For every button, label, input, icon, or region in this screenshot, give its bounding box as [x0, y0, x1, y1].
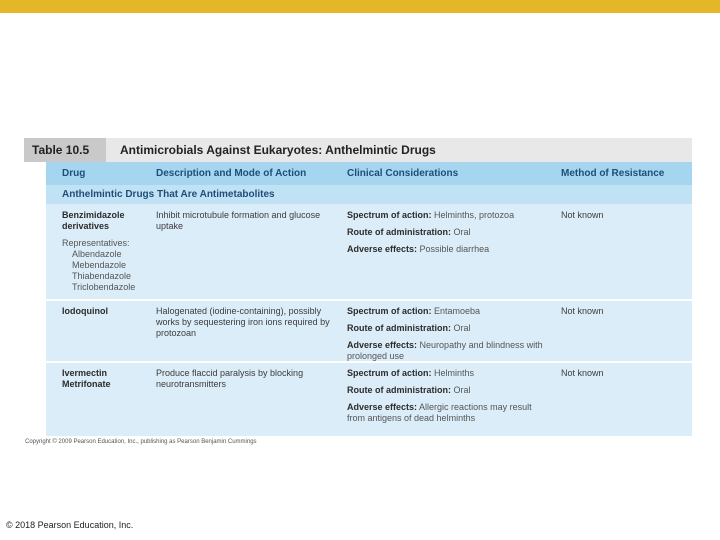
clinical-considerations: Spectrum of action: Entamoeba Route of administration: Oral Adverse effects: Neuropathy and blindness with prolonged use	[347, 306, 543, 361]
representatives-list: Representatives: Albendazole Mebendazole Thiabendazole Triclobendazole	[62, 238, 136, 292]
column-header-drug: Drug	[62, 168, 86, 179]
column-header-clinical: Clinical Considerations	[347, 168, 459, 179]
mode-of-action: Produce flaccid paralysis by blocking neurotransmitters	[156, 368, 304, 389]
table-row	[46, 363, 692, 436]
drug-name: Ivermectin Metrifonate	[62, 368, 111, 389]
clinical-considerations: Spectrum of action: Helminths, protozoa Route of administration: Oral Adverse effects: Possible diarrhea	[347, 210, 515, 254]
slide-footer-copyright: © 2018 Pearson Education, Inc.	[6, 520, 134, 530]
table-row	[46, 301, 692, 361]
mode-of-action: Halogenated (iodine-containing), possibly works by sequestering iron ions required by protozoan	[156, 306, 330, 338]
left-margin	[24, 162, 46, 436]
section-title: Anthelmintic Drugs That Are Antimetabolites	[62, 189, 275, 200]
resistance-method: Not known	[561, 306, 604, 316]
top-accent-bar	[0, 0, 720, 13]
table-row	[46, 204, 692, 299]
resistance-method: Not known	[561, 368, 604, 378]
figure-copyright: Copyright © 2009 Pearson Education, Inc., publishing as Pearson Benjamin Cummings	[25, 439, 257, 445]
column-header-description: Description and Mode of Action	[156, 168, 307, 179]
table-header-row	[46, 162, 692, 185]
resistance-method: Not known	[561, 210, 604, 220]
drug-name: Benzimidazole derivatives	[62, 210, 125, 231]
clinical-considerations: Spectrum of action: Helminths Route of administration: Oral Adverse effects: Allergic reactions may result from antigens of dead helminths	[347, 368, 532, 423]
table-title-bar	[24, 138, 692, 162]
mode-of-action: Inhibit microtubule formation and glucose uptake	[156, 210, 321, 231]
table-title: Antimicrobials Against Eukaryotes: Anthelmintic Drugs	[120, 143, 436, 157]
drug-name: Iodoquinol	[62, 306, 108, 316]
column-header-resistance: Method of Resistance	[561, 168, 665, 179]
table-number: Table 10.5	[24, 138, 106, 162]
drug-table	[24, 138, 692, 436]
section-header-row	[46, 185, 692, 204]
